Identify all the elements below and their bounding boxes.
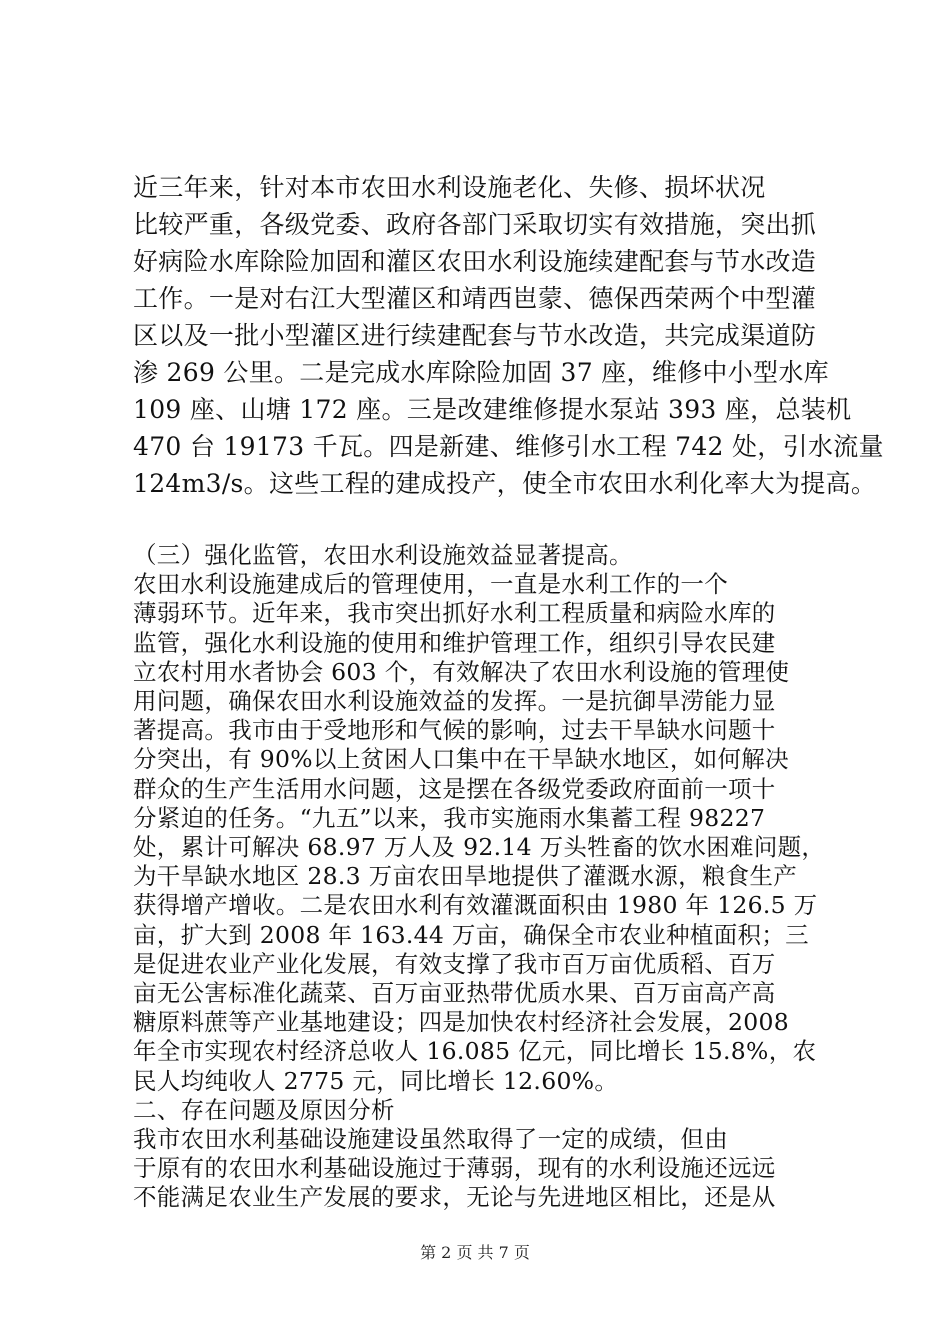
paragraph-line: 我市农田水利基础设施建设虽然取得了一定的成绩，但由 xyxy=(133,1125,728,1153)
paragraph-line: 是促进农业产业化发展，有效支撑了我市百万亩优质稻、百万 xyxy=(133,950,776,978)
paragraph-line: 124m3/s。这些工程的建成投产，使全市农田水利化率大为提高。 xyxy=(133,469,877,498)
paragraph-line: 分紧迫的任务。“九五”以来，我市实施雨水集蓄工程 98227 xyxy=(133,804,766,832)
section-heading: （三）强化监管，农田水利设施效益显著提高。 xyxy=(133,541,633,569)
paragraph-line: 区以及一批小型灌区进行续建配套与节水改造，共完成渠道防 xyxy=(133,321,817,350)
paragraph-line: 薄弱环节。近年来，我市突出抓好水利工程质量和病险水库的 xyxy=(133,599,776,627)
paragraph-line: 处，累计可解决 68.97 万人及 92.14 万头牲畜的饮水困难问题， xyxy=(133,833,826,861)
paragraph-line: 近三年来，针对本市农田水利设施老化、失修、损坏状况 xyxy=(133,173,766,202)
paragraph-line: 为干旱缺水地区 28.3 万亩农田旱地提供了灌溉水源，粮食生产 xyxy=(133,862,798,890)
paragraph-line: 工作。一是对右江大型灌区和靖西岜蒙、德保西荣两个中型灌 xyxy=(133,284,817,313)
paragraph-line: 糖原料蔗等产业基地建设；四是加快农村经济社会发展，2008 xyxy=(133,1008,790,1036)
paragraph-line: 亩，扩大到 2008 年 163.44 万亩，确保全市农业种植面积；三 xyxy=(133,921,809,949)
paragraph-line: 立农村用水者协会 603 个，有效解决了农田水利设施的管理使 xyxy=(133,658,790,686)
page-number: 第 2 页 共 7 页 xyxy=(420,1243,530,1262)
paragraph-line: 470 台 19173 千瓦。四是新建、维修引水工程 742 处，引水流量 xyxy=(133,432,884,461)
paragraph-line: 著提高。我市由于受地形和气候的影响，过去干旱缺水问题十 xyxy=(133,716,776,744)
paragraph-line: 监管，强化水利设施的使用和维护管理工作，组织引导农民建 xyxy=(133,629,776,657)
paragraph-line: 年全市实现农村经济总收人 16.085 亿元，同比增长 15.8%，农 xyxy=(133,1037,817,1065)
paragraph-line: 分突出，有 90%以上贫困人口集中在干旱缺水地区，如何解决 xyxy=(133,745,789,773)
paragraph-line: 比较严重，各级党委、政府各部门采取切实有效措施，突出抓 xyxy=(133,210,817,239)
paragraph-line: 获得增产增收。二是农田水利有效灌溉面积由 1980 年 126.5 万 xyxy=(133,891,818,919)
paragraph-line: 不能满足农业生产发展的要求，无论与先进地区相比，还是从 xyxy=(133,1183,776,1211)
paragraph-line: 109 座、山塘 172 座。三是改建维修提水泵站 393 座，总装机 xyxy=(133,395,852,424)
paragraph-line: 农田水利设施建成后的管理使用，一直是水利工作的一个 xyxy=(133,570,728,598)
paragraph-line: 好病险水库除险加固和灌区农田水利设施续建配套与节水改造 xyxy=(133,247,817,276)
paragraph-line: 民人均纯收人 2775 元，同比增长 12.60%。 xyxy=(133,1067,619,1095)
paragraph-line: 于原有的农田水利基础设施过于薄弱，现有的水利设施还远远 xyxy=(133,1154,776,1182)
paragraph-line: 渗 269 公里。二是完成水库除险加固 37 座，维修中小型水库 xyxy=(133,358,829,387)
paragraph-line: 用问题，确保农田水利设施效益的发挥。一是抗御旱涝能力显 xyxy=(133,687,776,715)
section-heading: 二、存在问题及原因分析 xyxy=(133,1096,395,1124)
paragraph-line: 群众的生产生活用水问题，这是摆在各级党委政府面前一项十 xyxy=(133,775,776,803)
paragraph-line: 亩无公害标准化蔬菜、百万亩亚热带优质水果、百万亩高产高 xyxy=(133,979,776,1007)
